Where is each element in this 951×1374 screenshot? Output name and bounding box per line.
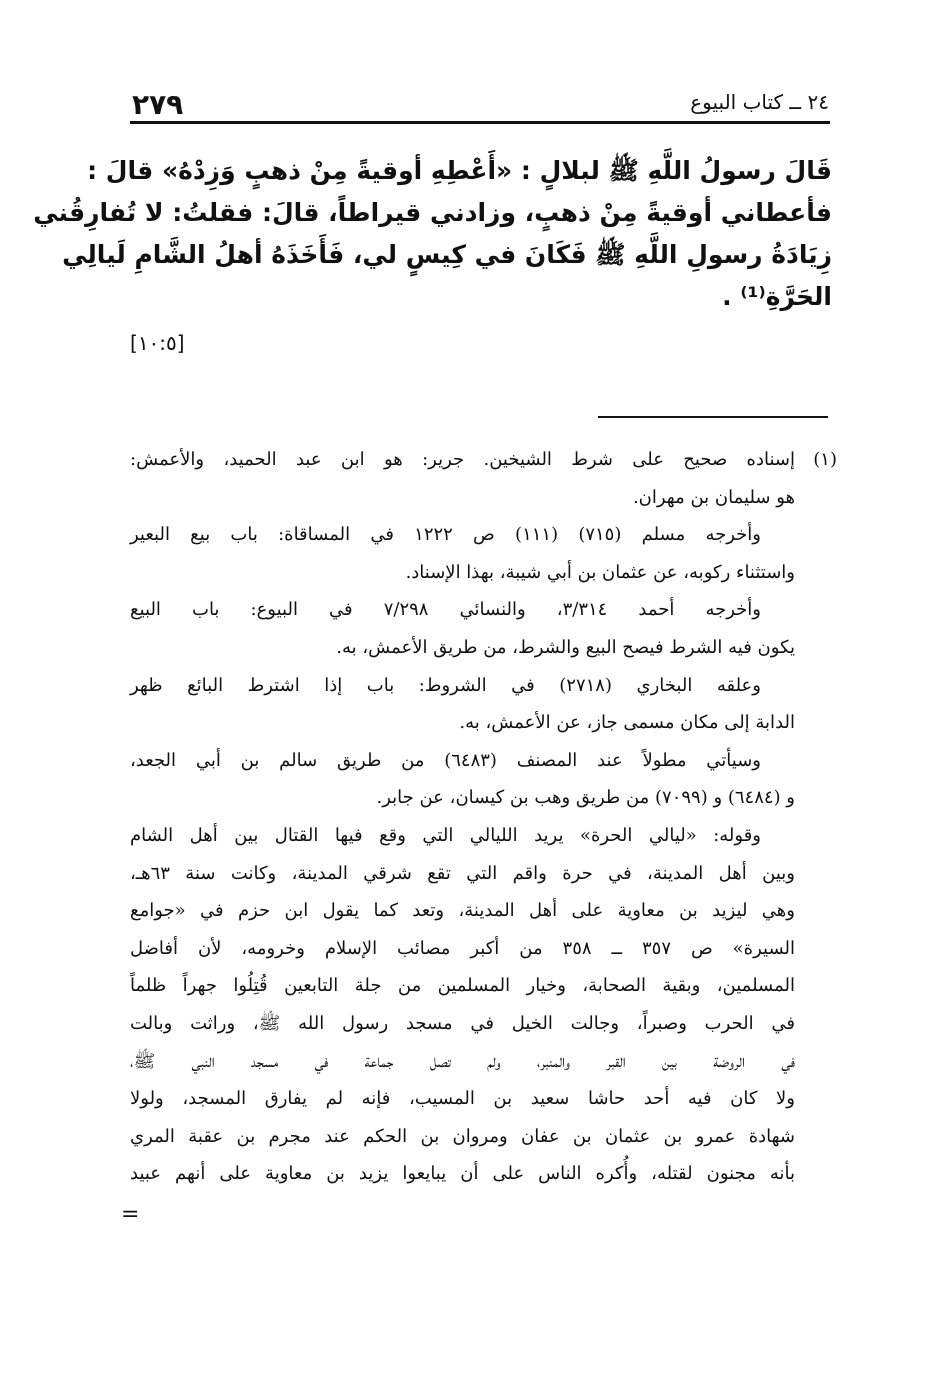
footnote-line: شهادة عمرو بن عثمان بن عفان ومروان بن الحكم عند مجرم بن عقبة المري xyxy=(130,1125,795,1147)
hadith-reference: [١٠:٥] xyxy=(130,331,185,355)
footnote-marker: (١) xyxy=(813,449,837,470)
footnote-line: واستثناء ركوبه، عن عثمان بن أبي شيبة، بهذا الإسناد. xyxy=(405,561,795,583)
footnote-line: الدابة إلى مكان مسمى جاز، عن الأعمش، به. xyxy=(459,712,795,734)
main-text-line: الحَرَّةِ⁽¹⁾ . xyxy=(722,282,832,311)
footnote-line: وبين أهل المدينة، في حرة واقم التي تقع شرقي المدينة، وكانت سنة ٦٣هـ، xyxy=(130,862,795,884)
running-head: ٢٤ ــ كتاب البيوع xyxy=(690,90,829,114)
main-text-line: فأعطاني أوقيةً مِنْ ذهبٍ، وزادني قيراطاً، قالَ: فقلتُ: لا تُفارِقُني xyxy=(33,198,832,227)
footnote-line: ولا كان فيه أحد حاشا سعيد بن المسيب، فإنه لم يفارق المسجد، ولولا xyxy=(130,1088,795,1110)
continuation-mark: = xyxy=(121,1202,140,1227)
footnote-line: وقوله: «ليالي الحرة» يريد الليالي التي وقع فيها القتال بين أهل الشام xyxy=(130,824,761,846)
footnote-line: السيرة» ص ٣٥٧ ــ ٣٥٨ من أكبر مصائب الإسلام وخرومه، لأن أفاضل xyxy=(130,937,795,959)
footnote-line: وعلقه البخاري (٢٧١٨) في الشروط: باب إذا اشترط البائع ظهر xyxy=(130,674,761,696)
footnote-line: بأنه مجنون لقتله، وأُكره الناس على أن يبايعوا يزيد بن معاوية على أنهم عبيد xyxy=(130,1163,795,1185)
main-text-line: زِيَادَةُ رسولِ اللَّهِ ﷺ فَكَانَ في كِيسٍ لي، فَأَخَذَهُ أهلُ الشَّامِ لَيالِي xyxy=(62,240,832,269)
footnote-line: وهي ليزيد بن معاوية على أهل المدينة، وتعد كما يقول ابن حزم في «جوامع xyxy=(130,900,795,922)
footnote-line: وأخرجه مسلم (٧١٥) (١١١) ص ١٢٢٢ في المساقاة: باب بيع البعير xyxy=(130,524,761,546)
footnote-line: في الروضة بين القبر والمنبر، ولم تصل جماعة في مسجد النبي ﷺ، xyxy=(130,1050,795,1072)
footnote-line: وأخرجه أحمد ٣/٣١٤، والنسائي ٧/٢٩٨ في البيوع: باب البيع xyxy=(130,599,761,621)
main-text-line: قَالَ رسولُ اللَّهِ ﷺ لبلالٍ : «أَعْطِهِ أوقيةً مِنْ ذهبٍ وَزِدْهُ» قالَ : xyxy=(87,156,832,185)
footnote-line: هو سليمان بن مهران. xyxy=(632,486,795,508)
footnote-line: في الحرب وصبراً، وجالت الخيل في مسجد رسول الله ﷺ، وراثت وبالت xyxy=(130,1012,795,1034)
header-rule xyxy=(130,121,830,124)
footnote-line: يكون فيه الشرط فيصح البيع والشرط، من طريق الأعمش، به. xyxy=(336,636,795,658)
main-text xyxy=(33,150,832,318)
footnote-line: المسلمين، وبقية الصحابة، وخيار المسلمين من جلة التابعين قُتِلُوا جهراً ظلماً xyxy=(130,975,795,997)
footnote-line: و (٦٤٨٤) و (٧٠٩٩) من طريق وهب بن كيسان، عن جابر. xyxy=(376,787,795,809)
footnote-separator xyxy=(598,416,828,418)
page-number: ٢٧٩ xyxy=(132,88,184,121)
footnote-line: إسناده صحيح على شرط الشيخين. جرير: هو ابن عبد الحميد، والأعمش: xyxy=(130,449,795,470)
footnotes xyxy=(130,441,795,1193)
footnote-line: وسيأتي مطولاً عند المصنف (٦٤٨٣) من طريق سالم بن أبي الجعد، xyxy=(130,749,761,771)
